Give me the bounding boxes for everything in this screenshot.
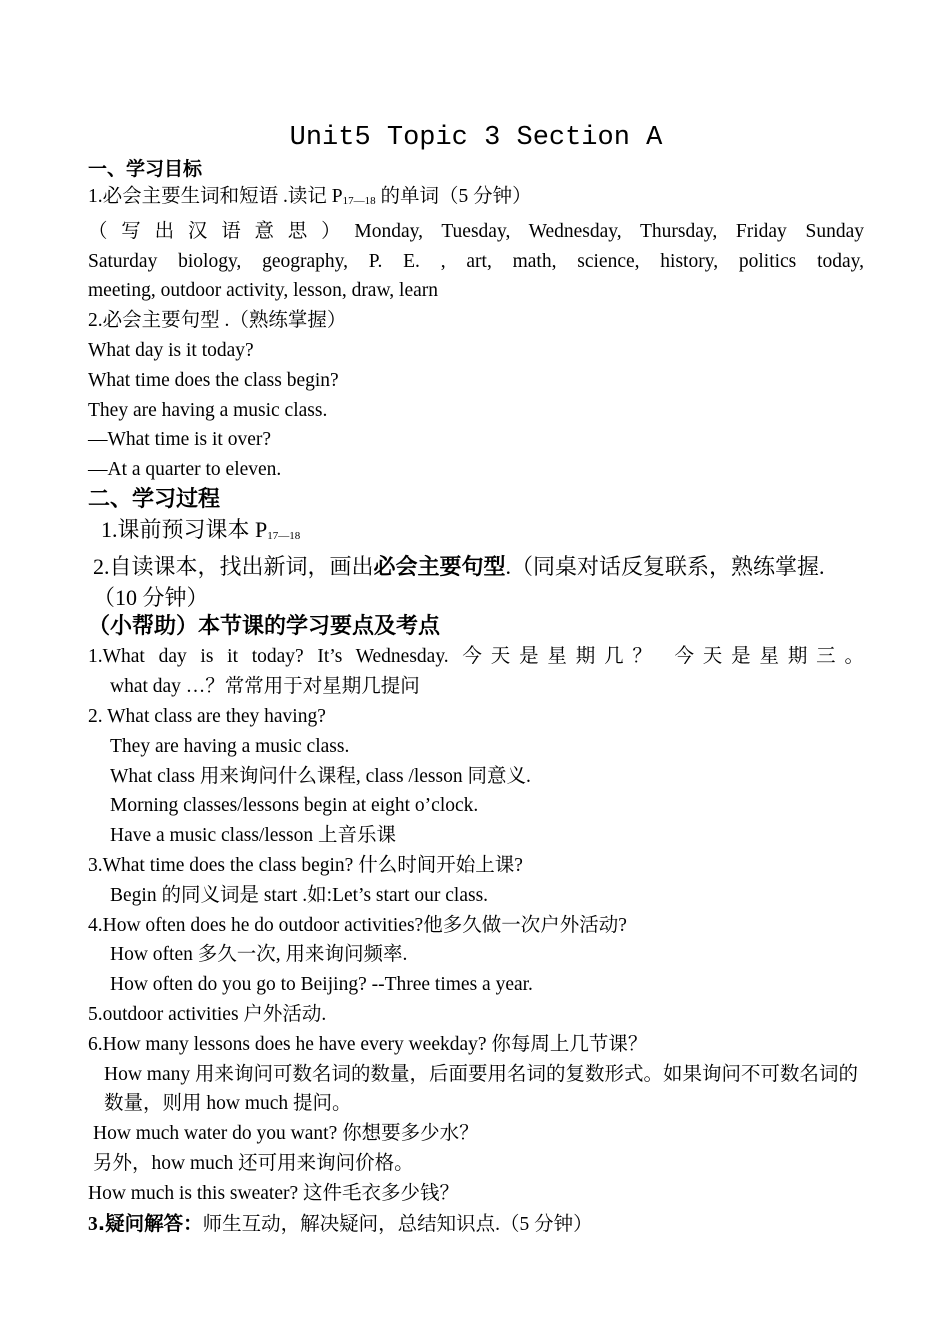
process-step-1-text: 1.课前预习课本 P: [101, 516, 268, 542]
point-2-line-2: They are having a music class.: [110, 735, 350, 757]
point-4-line-1: 4.How often does he do outdoor activities?他多久做一次户外活动?: [88, 914, 627, 936]
vocab-line-2: Saturday biology, geography, P. E. , art, math, science, history, politics today,: [88, 250, 864, 272]
process-step-2: [88, 552, 864, 613]
qa-text: 师生互动，解决疑问，总结知识点.（5 分钟）: [202, 1213, 593, 1235]
section-heading-objectives: 一、学习目标: [88, 158, 203, 180]
objective-item-1-suffix: 的单词（5 分钟）: [375, 186, 532, 207]
page-range-subscript-2: 17—18: [267, 529, 301, 542]
vocab-line-1: （写出汉语意思）Monday, Tuesday, Wednesday, Thursday, Friday Sunday: [88, 220, 864, 242]
point-2-line-1: 2. What class are they having?: [88, 705, 326, 727]
point-5-line-1: 5.outdoor activities 户外活动.: [88, 1003, 327, 1025]
section-heading-process: 二、学习过程: [88, 486, 221, 512]
point-6-line-4: 另外，how much 还可用来询问价格。: [93, 1152, 414, 1174]
sentence-2: What time does the class begin?: [88, 369, 339, 391]
point-2-line-4: Morning classes/lessons begin at eight o’clock.: [110, 795, 479, 817]
process-step-2-text-b: .（同桌对话反复联系，熟练掌握.（10 分钟）: [93, 553, 825, 610]
point-2-line-5: Have a music class/lesson 上音乐课: [110, 825, 396, 847]
objective-item-1-prefix: 1.必会主要生词和短语 .读记 P: [88, 186, 343, 207]
point-6-line-3: How much water do you want? 你想要多少水？: [93, 1123, 479, 1145]
point-1-line-1: 1.What day is it today? It’s Wednesday. 今天是星期几？ 今天是星期三。: [88, 646, 864, 668]
process-step-2-text-a: 2.自读课本，找出新词，画出: [93, 553, 374, 579]
vocab-line-3: meeting, outdoor activity, lesson, draw, learn: [88, 280, 439, 302]
page-range-subscript: 17—18: [342, 195, 376, 207]
point-1-line-2: what day …？常常用于对星期几提问: [110, 676, 420, 698]
point-6-line-1: 6.How many lessons does he have every weekday? 你每周上几节课？: [88, 1033, 648, 1055]
qa-number: 3: [88, 1213, 98, 1235]
sentence-3: They are having a music class.: [88, 399, 328, 421]
page-title: Unit5 Topic 3 Section A: [289, 123, 663, 153]
sentence-5: —At a quarter to eleven.: [88, 459, 282, 481]
sentence-1: What day is it today?: [88, 339, 254, 361]
sentence-4: —What time is it over?: [88, 429, 272, 451]
point-4-line-2: How often 多久一次, 用来询问频率.: [110, 944, 408, 966]
point-2-line-3: What class 用来询问什么课程, class /lesson 同意义.: [110, 765, 531, 787]
objective-item-1: [88, 182, 864, 217]
process-step-1: [88, 515, 864, 552]
point-3-line-2: Begin 的同义词是 start .如:Let’s start our class.: [110, 884, 489, 906]
point-6-line-5: How much is this sweater? 这件毛衣多少钱？: [88, 1182, 459, 1204]
point-3-line-1: 3.What time does the class begin? 什么时间开始上课?: [88, 854, 523, 876]
process-step-2-bold: 必会主要句型: [373, 554, 506, 580]
objective-item-2: 2.必会主要句型 .（熟练掌握）: [88, 310, 347, 332]
document-page: [88, 120, 864, 1239]
qa-label: .疑问解答：: [97, 1211, 203, 1235]
point-6-line-2: How many 用来询问可数名词的数量，后面要用名词的复数形式。如果询问不可数名词的数量，则用 how much 提问。: [104, 1063, 858, 1115]
point-4-line-3: How often do you go to Beijing? --Three times a year.: [110, 974, 533, 996]
helper-heading: （小帮助）本节课的学习要点及考点: [88, 614, 441, 640]
qa-section: [88, 1209, 864, 1240]
